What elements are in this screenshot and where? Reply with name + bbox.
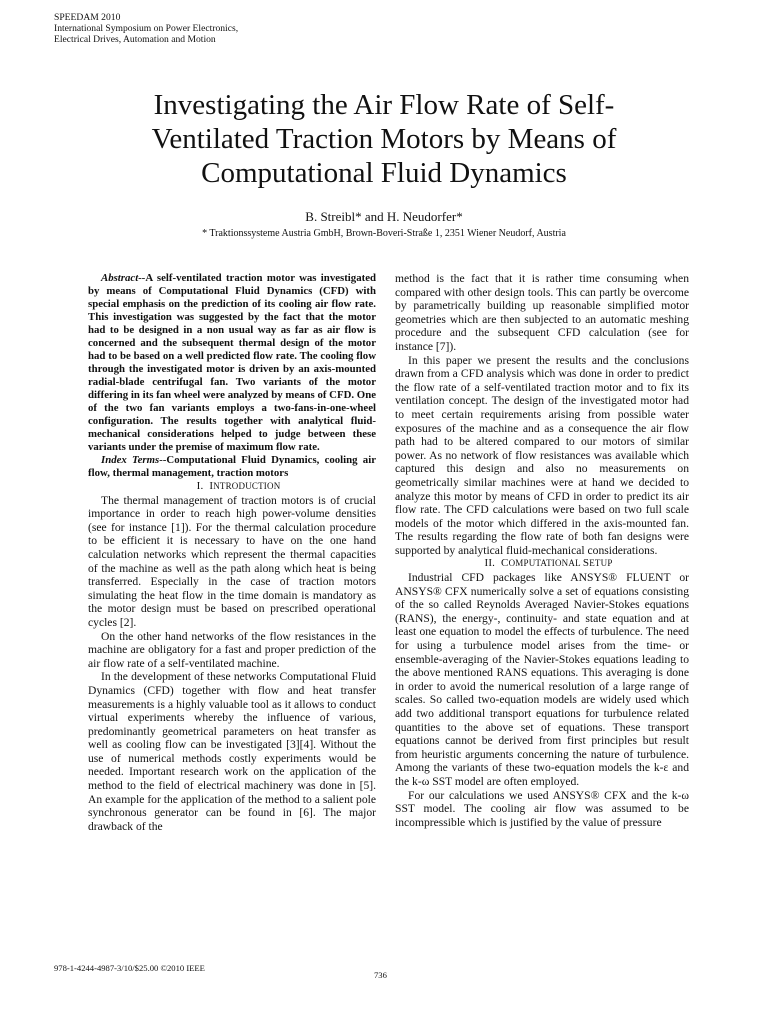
conference-subtitle-2: Electrical Drives, Automation and Motion <box>54 34 216 45</box>
conference-subtitle-1: International Symposium on Power Electronics, <box>54 23 239 34</box>
section-heading-computational-setup: II. COMPUTATIONAL SETUP <box>484 557 613 570</box>
intro-paragraph-2: On the other hand networks of the flow resistances in the machine are obligatory for a fast and proper prediction of the air flow rate of a self-ventilated machine. <box>88 629 376 670</box>
intro-paragraph-5: In this paper we present the results and the conclusions drawn from a CFD analysis which was done in order to predict the flow rate of a self-ventilated traction motor and to fix its ventilation concept. The design of the investigated motor had to meet certain requirements arising from possible water exposures of the machine and as a consequence the air flow path had to be altered compared to our motors of similar power. As no network of flow resistances was available which captured this design and also no measurements on geometrically similar machines were at hand we decided to analyze this motor by means of CFD in order to predict its air flow rate. The CFD calculations were based on two full scale models of the motor which differed in the axis-mounted fan. The results regarding the flow rate of both fan designs were supported by analytical fluid-mechanical considerations. <box>395 353 689 557</box>
abstract <box>88 272 376 454</box>
isbn-footer: 978-1-4244-4987-3/10/$25.00 ©2010 IEEE <box>54 963 205 973</box>
setup-paragraph-2: For our calculations we used ANSYS® CFX and the k-ω SST model. The cooling air flow was assumed to be incompressible which is justified by the value of pressure <box>395 788 689 829</box>
section-heading-introduction: I. INTRODUCTION <box>196 480 281 492</box>
title-line-2: Ventilated Traction Motors by Means of <box>151 123 617 155</box>
index-terms-lead: Index Terms-- <box>101 454 167 466</box>
abstract-lead: Abstract-- <box>101 272 146 284</box>
paper-title <box>100 88 668 190</box>
intro-paragraph-4: method is the fact that it is rather time consuming when compared with other design tools. This can partly be overcome by parametrically building up reasonable simplified motor geometries which are then subjected to an automatic meshing procedure and the subsequent CFD calculation (see for instance [7]). <box>395 272 689 353</box>
left-column <box>88 272 376 833</box>
setup-paragraph-1: Industrial CFD packages like ANSYS® FLUENT or ANSYS® CFX numerically solve a set of equations consisting of the so called Reynolds Averaged Navier-Stokes equations (RANS), the energy-, continuity- and state equation and at least one equation to model the effects of turbulence. The need for using a turbulence model arises from the time- or ensemble-averaging of the Navier-Stokes equations leading to the above mentioned RANS equations. This averaging is done in order to avoid the numerical resolution of a large range of scales. So called two-equation models are widely used which add two additional transport equations for turbulence related quantities to the above set of equations. These transport equations cannot be derived from first principles but result from heuristic arguments concerning the nature of turbulence. Among the variants of these two-equation models the k-ε and the k-ω SST model are often employed. <box>395 571 689 788</box>
page-number: 736 <box>374 970 387 980</box>
intro-paragraph-1: The thermal management of traction motors is of crucial importance in order to reach high power-volume densities (see for instance [1]). For the thermal calculation procedure to be efficient it is necessary to have on the one hand calculation networks which represent the thermal capacities of the machine as well as the path along which heat is being transferred. Especially in the case of traction motors simulating the heat flow in the time domain is mandatory as the motor design must be based on prescribed operational cycles [2]. <box>88 493 376 629</box>
index-terms-text: Computational Fluid Dynamics, cooling air flow, thermal management, traction motors <box>88 454 376 479</box>
affiliation: * Traktionssysteme Austria GmbH, Brown-Boveri-Straße 1, 2351 Wiener Neudorf, Austria <box>202 228 566 239</box>
index-terms <box>88 454 376 480</box>
right-column <box>395 272 689 829</box>
title-line-1: Investigating the Air Flow Rate of Self- <box>153 89 615 121</box>
conference-header <box>54 12 238 45</box>
abstract-text: A self-ventilated traction motor was investigated by means of Computational Fluid Dynamics (CFD) with special emphasis on the prediction of its cooling air flow rate. This investigation was suggested by the fact that the motor had to be designed in a non usual way as far as air flow is concerned and the subsequent thermal design of the motor had to be based on a well predicted flow rate. The cooling flow through the investigated motor is driven by an axis-mounted radial-blade centrifugal fan. Two variants of the motor differing in its fan wheel were analyzed by means of CFD. One of the two fan variants employs a two-fans-in-one-wheel configuration. The results together with analytical fluid-mechanical considerations helped to judge between these variants under the premise of maximum flow rate. <box>88 272 376 453</box>
title-line-3: Computational Fluid Dynamics <box>201 157 567 189</box>
authors: B. Streibl* and H. Neudorfer* <box>305 209 463 224</box>
intro-paragraph-3: In the development of these networks Computational Fluid Dynamics (CFD) together with flow and heat transfer measurements is a highly valuable tool as it allows to conduct virtual experiments whereby the influence of various, predominantly geometrical parameters on heat transfer as well as cooling flow can be investigated [3][4]. Without the use of numerical methods costly experiments would be needed. Important research work on the application of the method to the field of electrical machinery was done in [5]. An example for the application of the method to a salient pole synchronous generator can be found in [6]. The major drawback of the <box>88 670 376 833</box>
conference-name: SPEEDAM 2010 <box>54 12 121 23</box>
